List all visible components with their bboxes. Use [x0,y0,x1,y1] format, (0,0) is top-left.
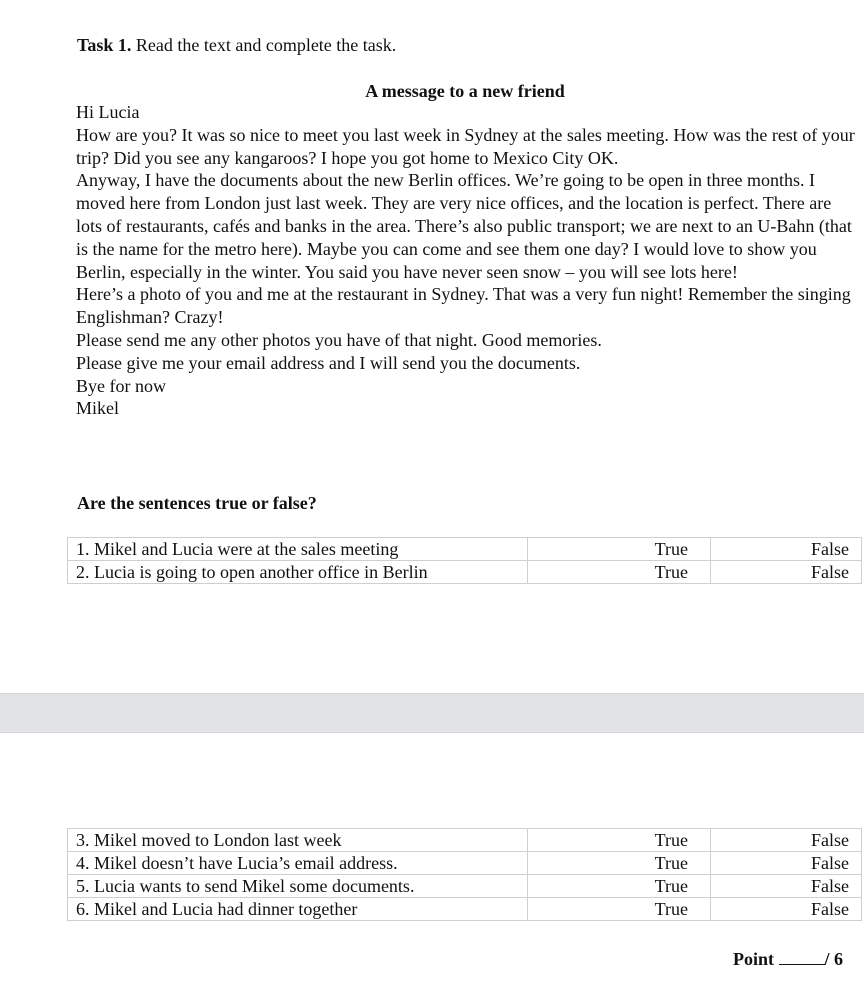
letter-paragraph: Here’s a photo of you and me at the restaurant in Sydney. That was a very fun night! Remember the singing Englishman? Crazy! [76,284,851,328]
true-false-table-2 [67,828,862,921]
question-text: 1. Mikel and Lucia were at the sales meeting [68,538,528,561]
score-label: Point [733,949,775,969]
true-option[interactable]: True [528,852,711,875]
true-option[interactable]: True [528,875,711,898]
letter-paragraph: Please send me any other photos you have of that night. Good memories. [76,329,602,350]
false-option[interactable]: False [711,829,862,852]
table-row [68,875,862,898]
false-option[interactable]: False [711,875,862,898]
letter-paragraph: How are you? It was so nice to meet you last week in Sydney at the sales meeting. How was the rest of your trip? Did you see any kangaroos? I hope you got home to Mexico City OK. [76,124,855,168]
question-text: 3. Mikel moved to London last week [68,829,528,852]
true-false-table-1 [67,537,862,584]
score-line [733,947,843,971]
letter-title: A message to a new friend [365,81,565,101]
question-text: 2. Lucia is going to open another office in Berlin [68,561,528,584]
letter-closing: Bye for now [76,375,166,396]
score-blank[interactable] [779,950,825,965]
true-option[interactable]: True [528,538,711,561]
table-row [68,898,862,921]
false-option[interactable]: False [711,898,862,921]
false-option[interactable]: False [711,561,862,584]
true-option[interactable]: True [528,561,711,584]
true-option[interactable]: True [528,898,711,921]
table-row [68,829,862,852]
question-text: 6. Mikel and Lucia had dinner together [68,898,528,921]
letter-greeting: Hi Lucia [76,102,140,122]
letter-body [76,101,856,420]
questions-heading: Are the sentences true or false? [77,493,317,513]
question-text: 5. Lucia wants to send Mikel some documents. [68,875,528,898]
false-option[interactable]: False [711,852,862,875]
score-total: / 6 [824,949,844,969]
table-row [68,561,862,584]
page-separator [0,693,864,733]
true-option[interactable]: True [528,829,711,852]
table-row [68,852,862,875]
task-label: Task 1. [77,35,132,55]
task-heading [77,33,396,57]
letter-paragraph: Please give me your email address and I will send you the documents. [76,352,581,373]
question-text: 4. Mikel doesn’t have Lucia’s email address. [68,852,528,875]
letter-signature: Mikel [76,398,119,419]
task-instruction: Read the text and complete the task. [135,35,397,55]
table-row [68,538,862,561]
false-option[interactable]: False [711,538,862,561]
letter-paragraph: Anyway, I have the documents about the new Berlin offices. We’re going to be open in three months. I moved here from London just last week. They are very nice offices, and the location is perfect. There are lots of restaurants, cafés and banks in the area. There’s also public transport; we are next to an U-Bahn (that is the name for the metro here). Maybe you can come and see them one day? I would love to show you Berlin, especially in the winter. You said you have never seen snow – you will see lots here! [76,170,852,282]
